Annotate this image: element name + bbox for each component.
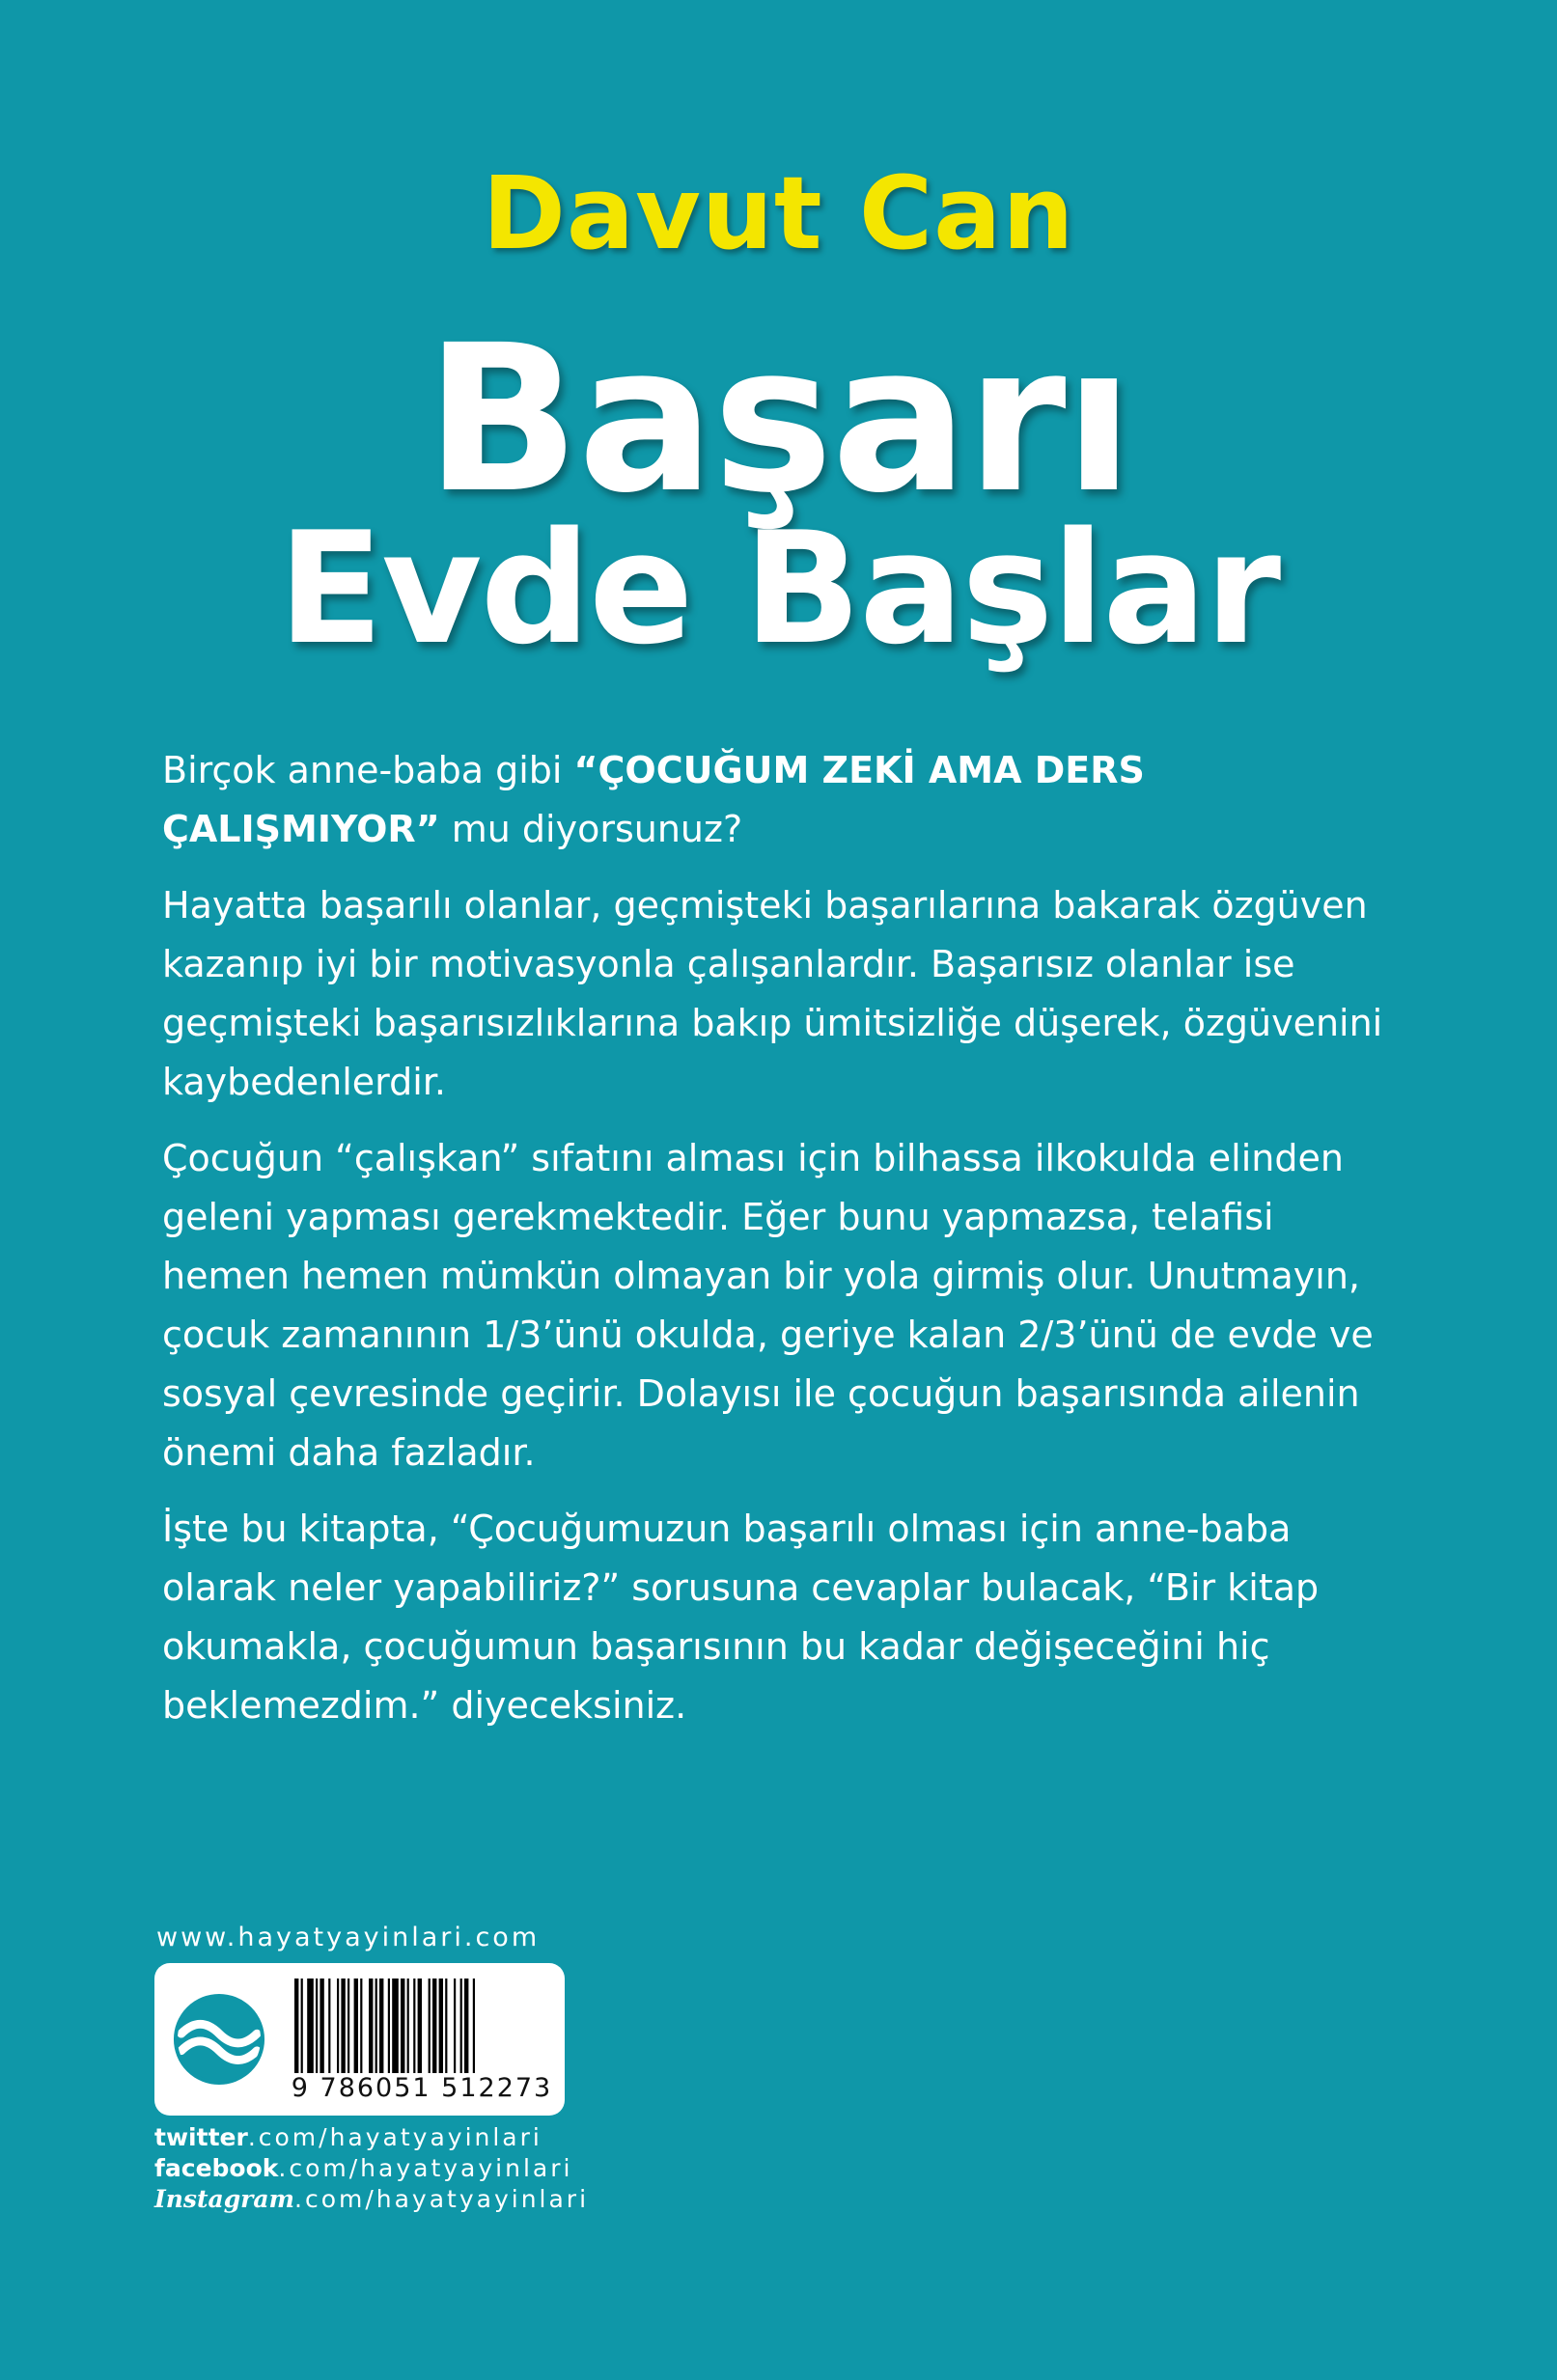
instagram-link[interactable] (154, 2185, 589, 2213)
blurb (162, 741, 1407, 1753)
publisher-website: www.hayatyayinlari.com (156, 1923, 541, 1952)
blurb-paragraph-1-quote: “ÇOCUĞUM ZEKİ AMA DERS ÇALIŞMIYOR” (162, 749, 1145, 850)
instagram-handle: .com/hayatyayinlari (294, 2185, 590, 2213)
blurb-paragraph-4: İşte bu kitapta, “Çocuğumuzun başarılı olması için anne-baba olarak neler yapabiliriz?” sorusuna cevaplar bulacak, “Bir kitap okumakla, çocuğumun başarısının bu kadar değişeceğini hiç beklemezdim.” diyeceksiniz. (162, 1508, 1320, 1727)
blurb-paragraph-1-pre: Birçok anne-baba gibi (162, 749, 574, 791)
author-name: Davut Can (482, 154, 1075, 272)
publisher-logo-icon (172, 1992, 266, 2087)
blurb-paragraph-2: Hayatta başarılı olanlar, geçmişteki başarılarına bakarak özgüven kazanıp iyi bir motivasyonla çalışanlardır. Başarısız olanlar ise geçmişteki başarısızlıklarına bakıp ümitsizliğe düşerek, özgüvenini kaybedenlerdir. (162, 884, 1383, 1103)
facebook-brand: facebook (154, 2154, 279, 2182)
barcode-panel (154, 1963, 565, 2116)
blurb-paragraph-3: Çocuğun “çalışkan” sıfatını alması için bilhassa ilkokulda elinden geleni yapması gerekmektedir. Eğer bunu yapmazsa, telafisi hemen hemen mümkün olmayan bir yola girmiş olur. Unutmayın, çocuk zamanının 1/3’ünü okulda, geriye kalan 2/3’ünü de evde ve sosyal çevresinde geçirir. Dolayısı ile çocuğun başarısında ailenin önemi daha fazladır. (162, 1137, 1374, 1474)
isbn-number: 9 786051 512273 (291, 2073, 553, 2103)
instagram-brand: Instagram (154, 2185, 294, 2213)
twitter-brand: twitter (154, 2123, 248, 2151)
twitter-link[interactable] (154, 2123, 542, 2151)
barcode-icon (292, 1979, 551, 2073)
blurb-paragraph-1 (162, 741, 1407, 859)
blurb-paragraph-1-post: mu diyorsunuz? (439, 808, 743, 850)
book-title-line-1: Başarı (425, 301, 1132, 538)
facebook-handle: .com/hayatyayinlari (278, 2154, 573, 2182)
twitter-handle: .com/hayatyayinlari (247, 2123, 542, 2151)
facebook-link[interactable] (154, 2154, 572, 2182)
book-title-line-2: Evde Başlar (277, 498, 1280, 678)
